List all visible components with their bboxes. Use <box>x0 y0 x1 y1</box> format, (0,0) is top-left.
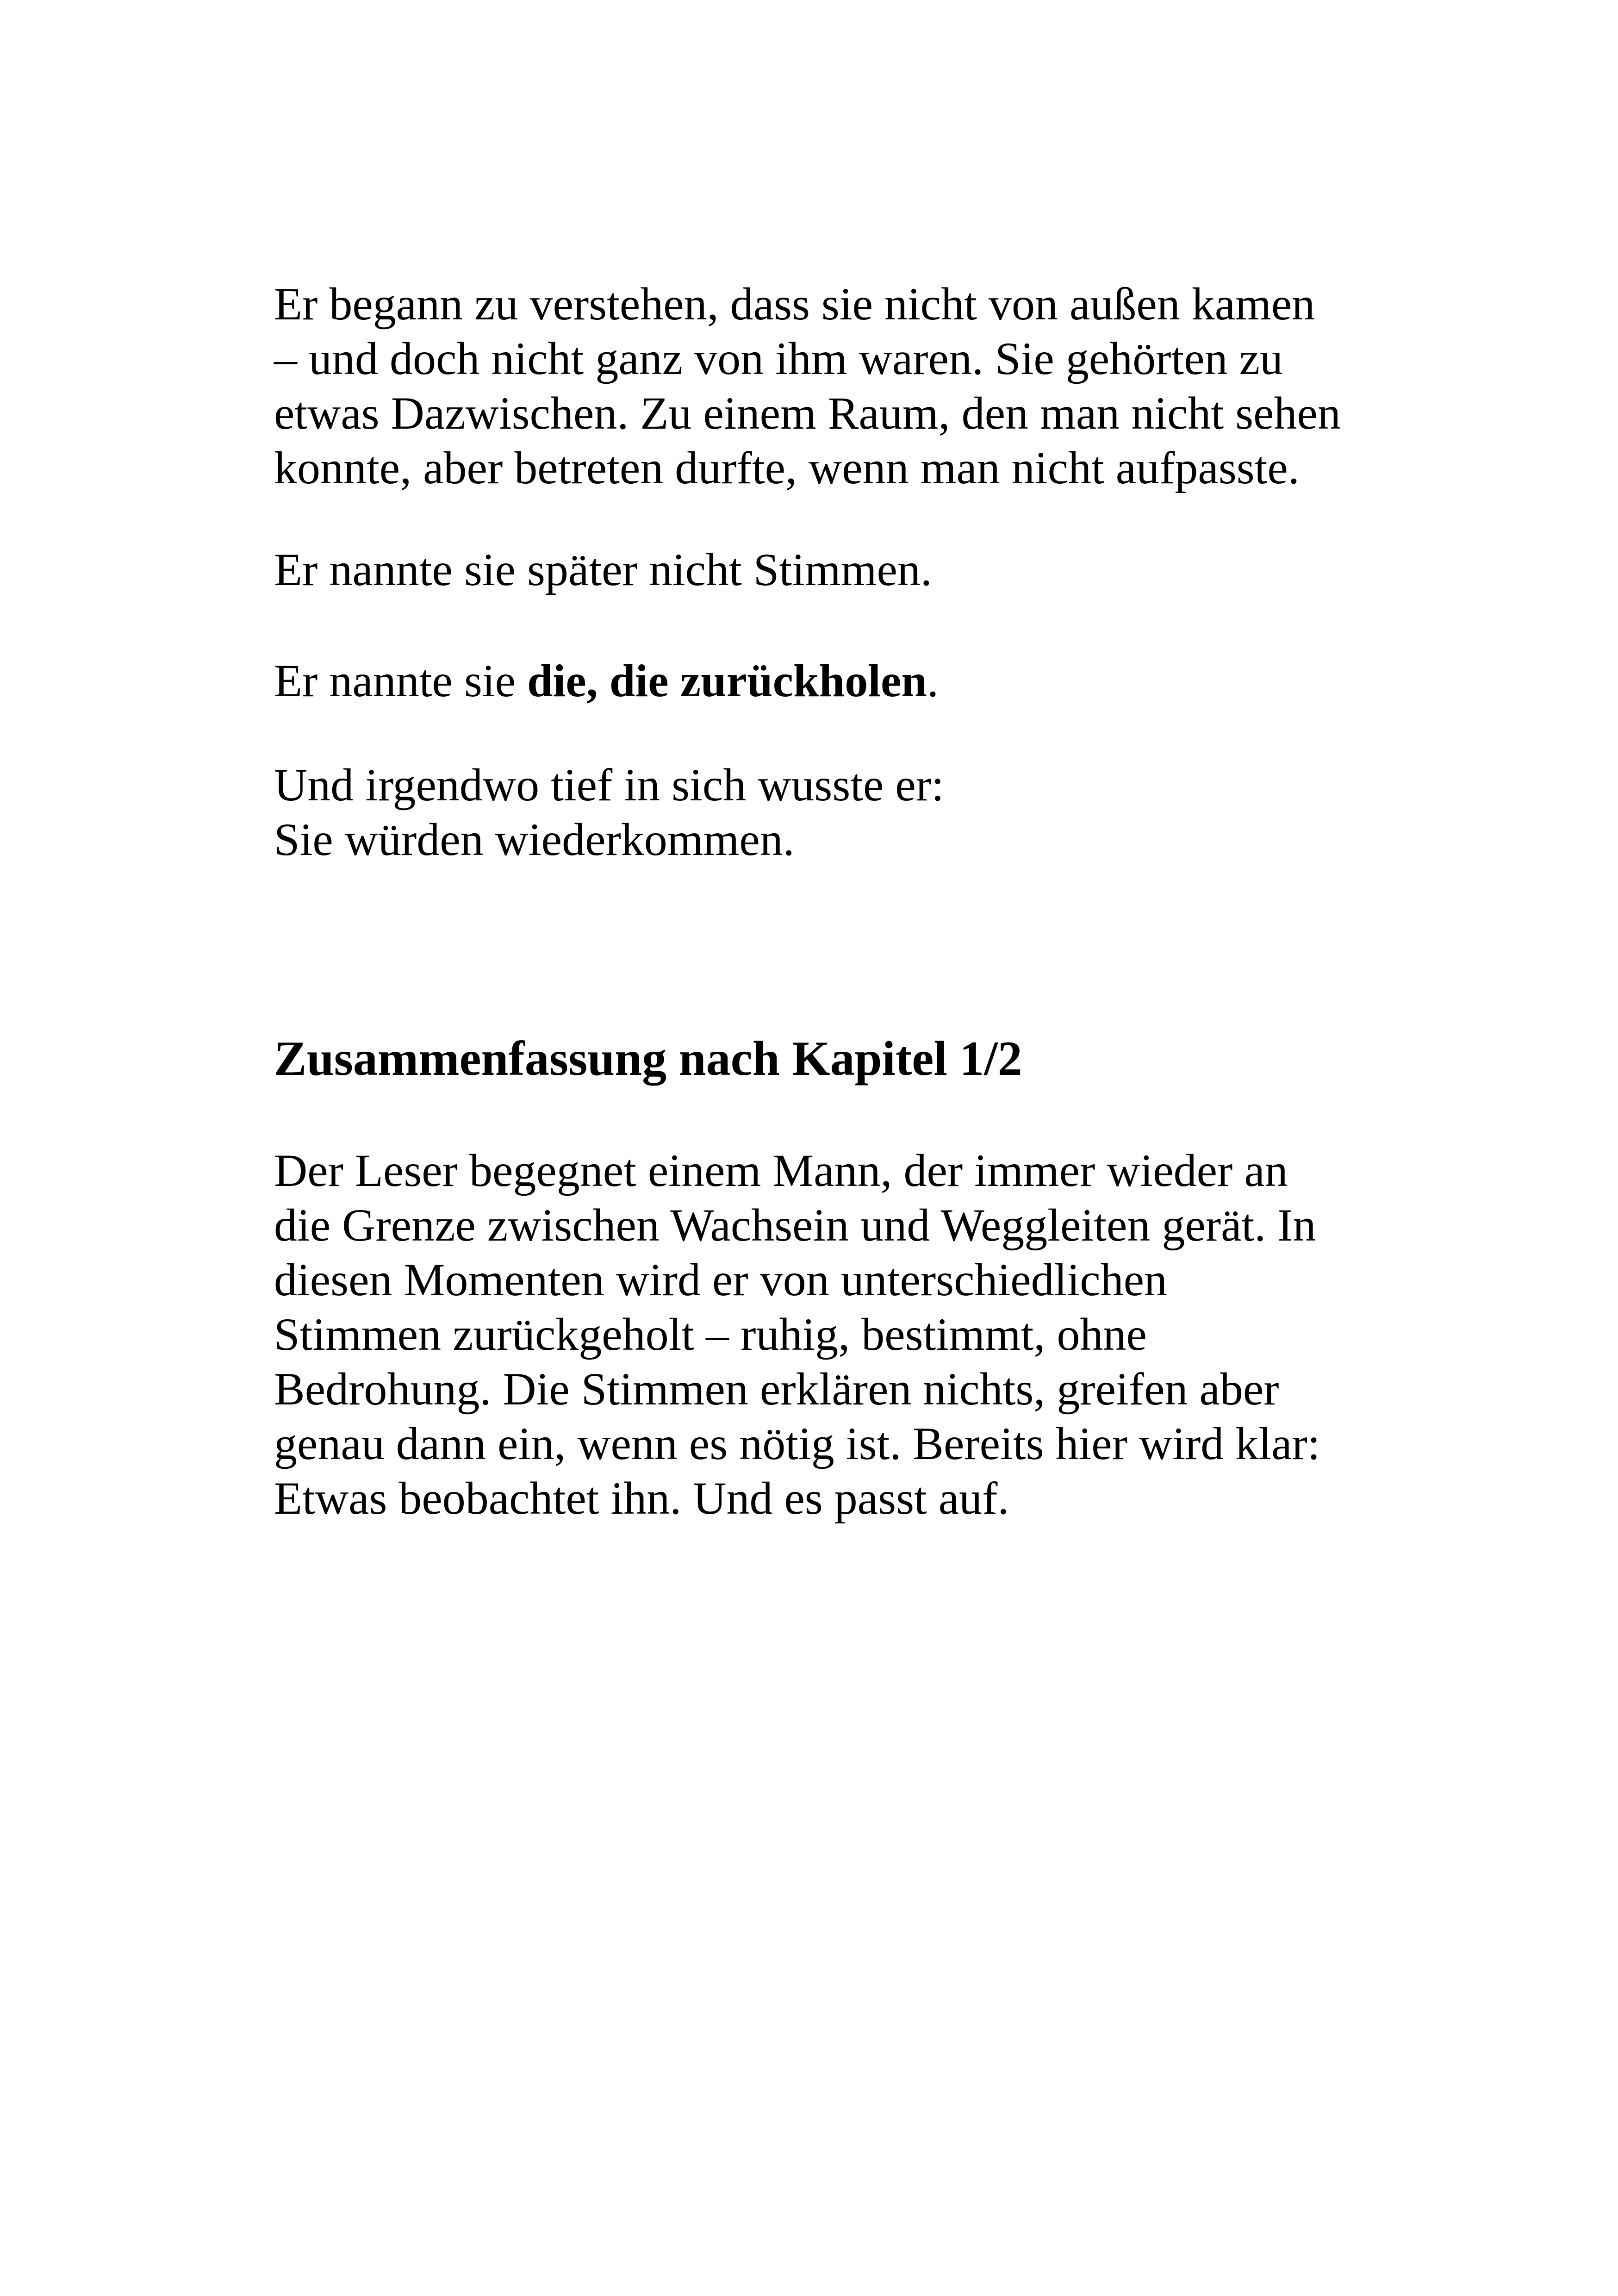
text-line: die Grenze zwischen Wachsein und Weggleiten gerät. In <box>274 1199 1316 1251</box>
text-line: Sie würden wiederkommen. <box>274 814 795 865</box>
text-line: diesen Momenten wird er von unterschiedlichen <box>274 1254 1167 1305</box>
paragraph-understanding <box>274 277 1431 495</box>
text-line: Stimmen zurückgeholt – ruhig, bestimmt, ohne <box>274 1309 1147 1360</box>
text-line: – und doch nicht ganz von ihm waren. Sie gehörten zu <box>274 333 1283 384</box>
text-line: Er nannte sie später nicht Stimmen. <box>274 544 932 595</box>
text-line: Der Leser begegnet einem Mann, der immer wieder an <box>274 1145 1288 1196</box>
text-line: Etwas beobachtet ihn. Und es passt auf. <box>274 1472 1009 1524</box>
text-line: Und irgendwo tief in sich wusste er: <box>274 759 944 811</box>
summary-heading: Zusammenfassung nach Kapitel 1/2 <box>274 1031 1022 1086</box>
text-line: genau dann ein, wenn es nötig ist. Bereits hier wird klar: <box>274 1418 1320 1469</box>
text-line <box>274 654 1431 708</box>
summary-paragraph <box>274 1143 1431 1526</box>
paragraph-not-voices <box>274 543 1431 597</box>
text-line: konnte, aber betreten durfte, wenn man nicht aufpasste. <box>274 442 1300 493</box>
text-suffix: . <box>927 655 939 706</box>
bold-phrase: die, die zurückholen <box>527 655 927 706</box>
text-line: Er begann zu verstehen, dass sie nicht von außen kamen <box>274 278 1315 330</box>
text-line: Bedrohung. Die Stimmen erklären nichts, greifen aber <box>274 1363 1279 1415</box>
text-line: etwas Dazwischen. Zu einem Raum, den man nicht sehen <box>274 387 1341 439</box>
text-prefix: Er nannte sie <box>274 655 528 706</box>
paragraph-those-who-bring-back <box>274 654 1431 708</box>
paragraph-return <box>274 758 1431 867</box>
